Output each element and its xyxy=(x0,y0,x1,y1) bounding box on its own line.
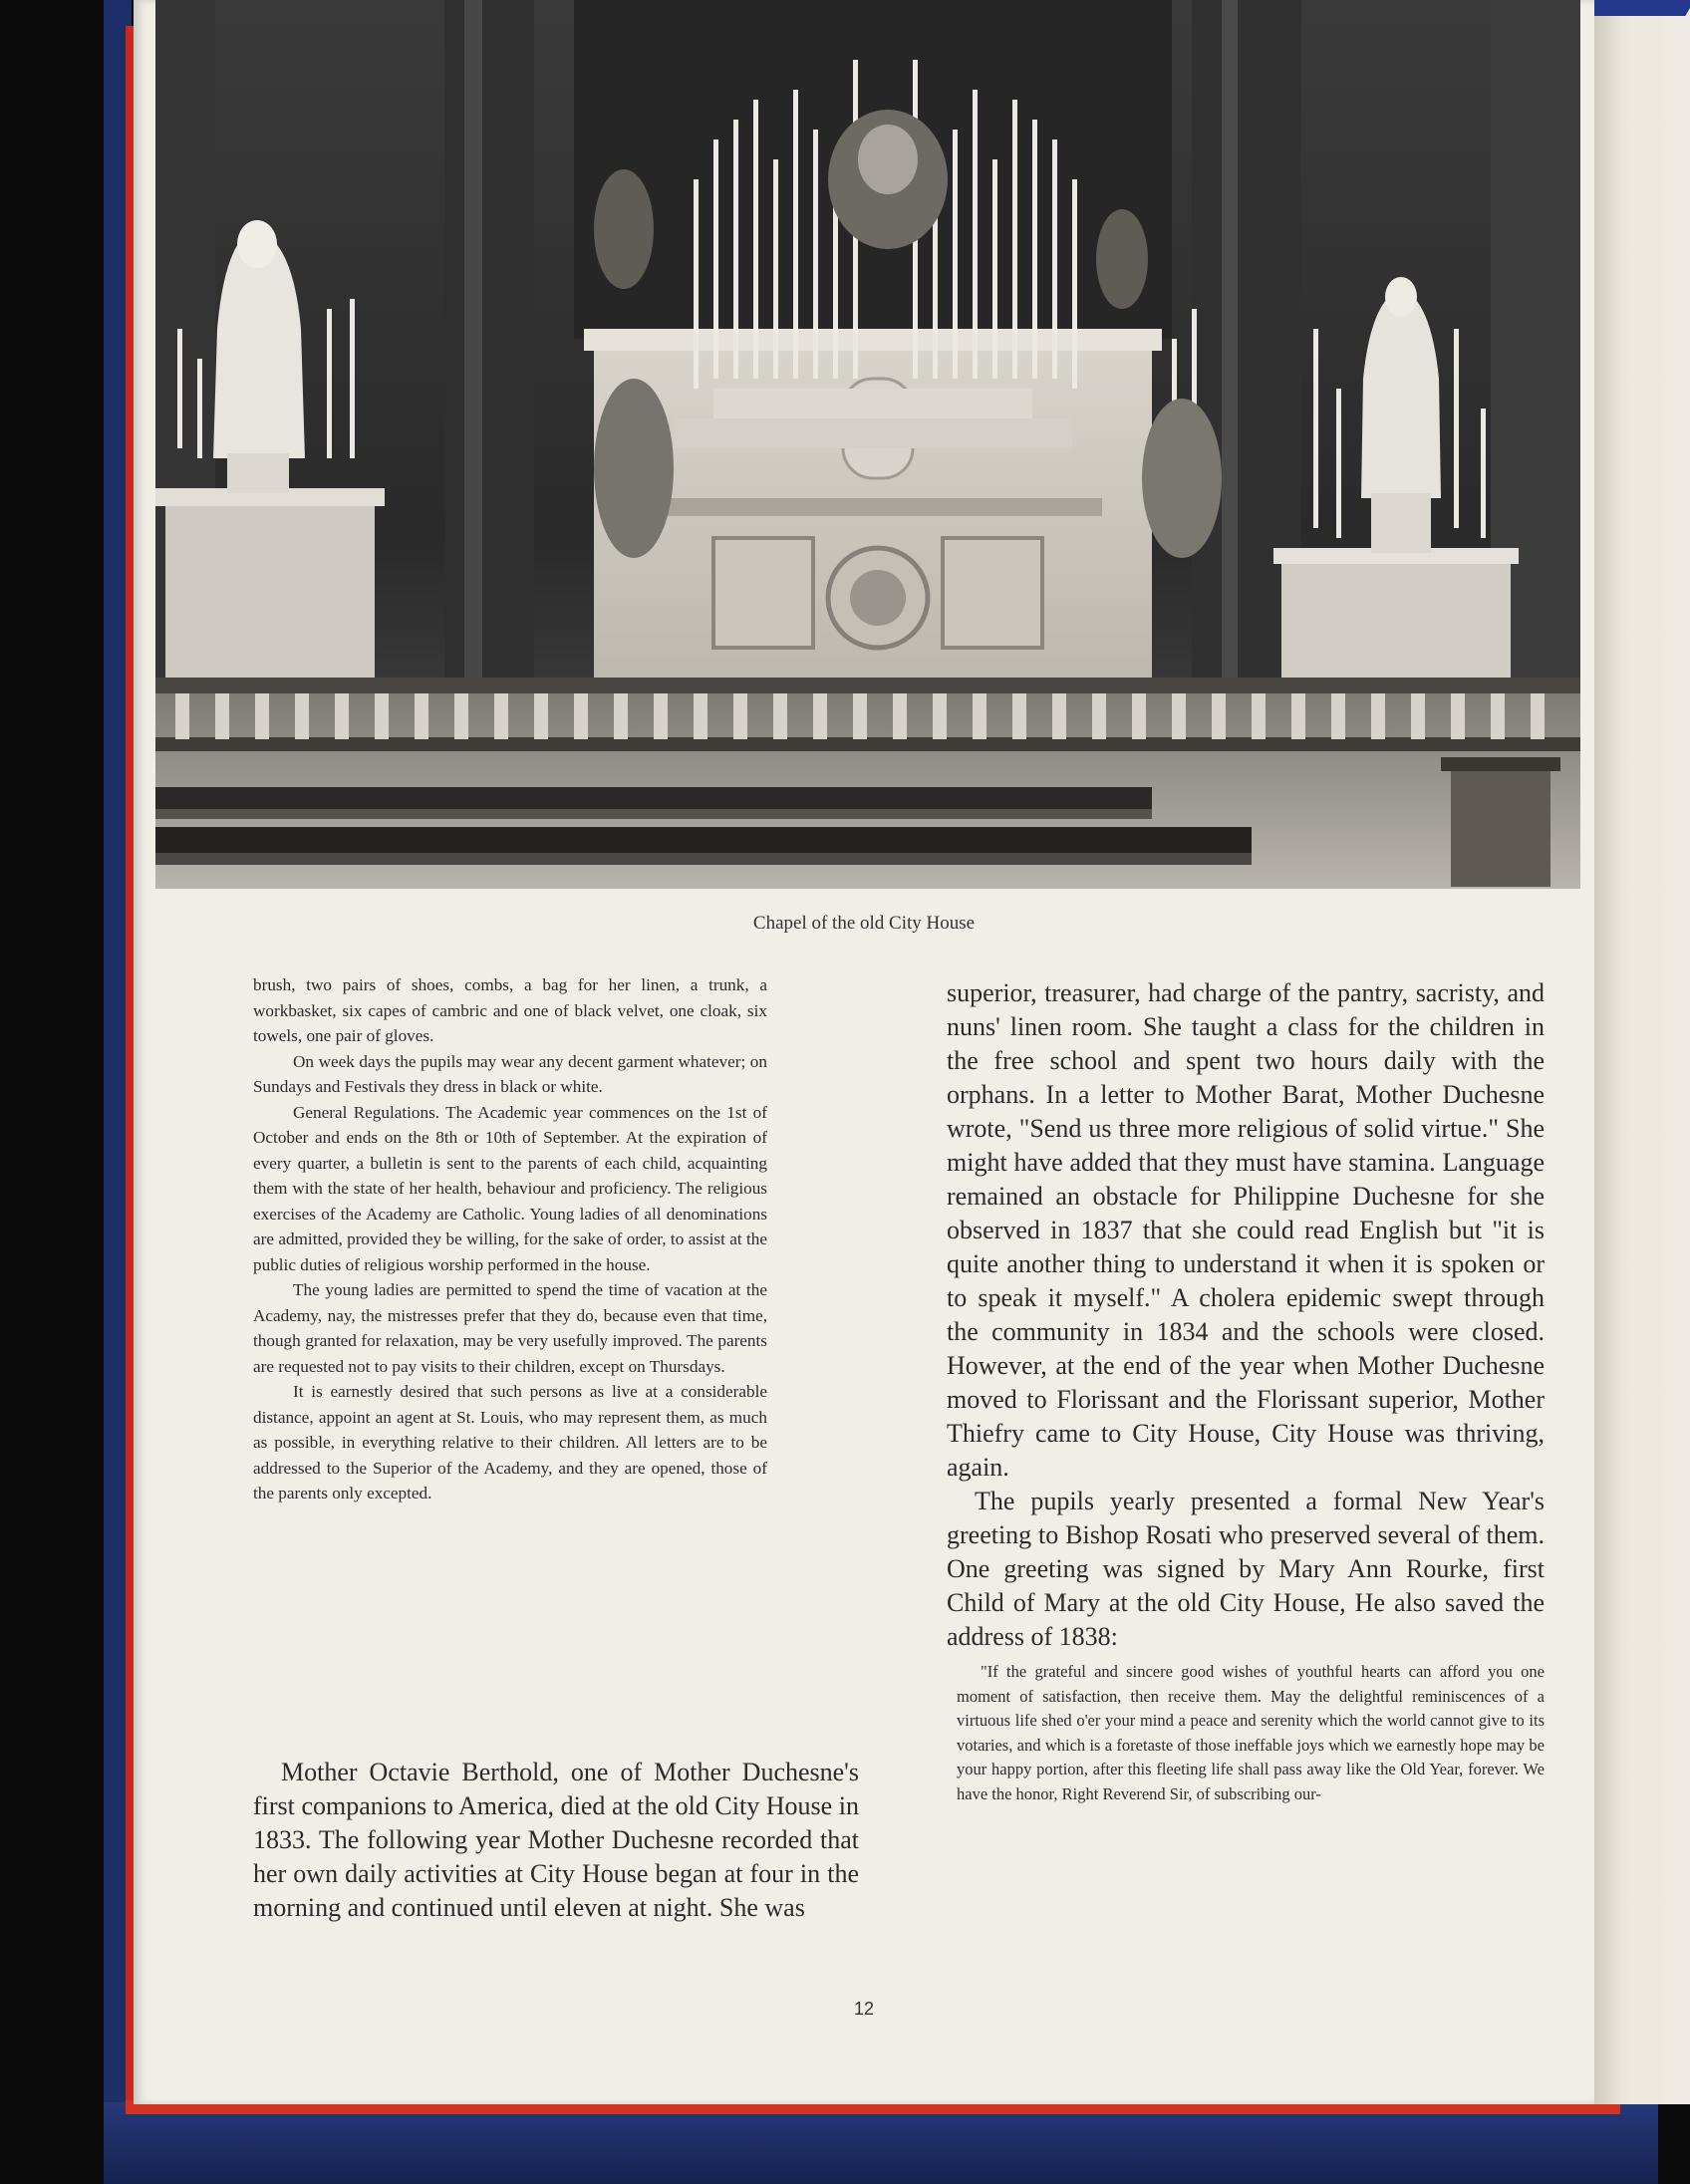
paragraph: It is earnestly desired that such persons as live at a considerable distance, appoint an agent at St. Louis, who may represent them, as much as possible, in everything relative to their children. All letters are to be addressed to the Superior of the Academy, and they are opened, those of the parents only excepted. xyxy=(253,1382,767,1502)
paragraph: On week days the pupils may wear any decent garment whatever; on Sundays and Festivals they dress in black or white. xyxy=(253,1051,767,1096)
right-column xyxy=(947,976,1545,1806)
chapel-photograph xyxy=(155,0,1580,889)
book-cover-bottom xyxy=(104,2102,1658,2184)
paragraph: General Regulations. The Academic year commences on the 1st of October and ends on the 8th or 10th of September. At the expiration of every quarter, a bulletin is sent to the parents of each child, acquainting them with the state of her health, behaviour and proficiency. The religious exercises of the Academy are Catholic. Young ladies of all denominations are admitted, provided they be willing, for the sake of order, to assist at the public duties of religious worship performed in the house. xyxy=(253,1102,767,1274)
paragraph: The young ladies are permitted to spend the time of vacation at the Academy, nay, the mistresses prefer that they do, because even that time, though granted for relaxation, may be very usefully improved. The parents are requested not to pay visits to their children, except on Thursdays. xyxy=(253,1280,767,1376)
left-column-large-text xyxy=(253,1756,859,1925)
paragraph: The pupils yearly presented a formal New Year's greeting to Bishop Rosati who preserved several of them. One greeting was signed by Mary Ann Rourke, first Child of Mary at the old City House, He also saved the address of 1838: xyxy=(947,1487,1545,1651)
paragraph: brush, two pairs of shoes, combs, a bag for her linen, a trunk, a workbasket, six capes of cambric and one of black velvet, one cloak, six towels, one pair of gloves. xyxy=(253,975,767,1045)
left-column-small-text xyxy=(253,972,767,1506)
address-quote: "If the grateful and sincere good wishes of youthful hearts can afford you one moment of satisfaction, then receive them. May the delightful reminiscences of a virtuous life shed o'er your mind a peace and serenity which the world cannot give to its votaries, and which is a foretaste of those ineffable joys which we earnestly hope may be your happy portion, after this fleeting life shall pass away like the Old Year, forever. We have the honor, Right Reverend Sir, of subscribing our- xyxy=(957,1662,1545,1803)
photo-caption: Chapel of the old City House xyxy=(752,913,976,934)
book-page xyxy=(134,0,1594,2104)
adjacent-page-edge xyxy=(1594,0,1690,2104)
page-number: 12 xyxy=(853,1999,875,2019)
paragraph: Mother Octavie Berthold, one of Mother Duchesne's first companions to America, died at the old City House in 1833. The following year Mother Duchesne recorded that her own daily activities at City House began at four in the morning and continued until eleven at night. She was xyxy=(253,1758,859,1922)
paragraph: superior, treasurer, had charge of the pantry, sacristy, and nuns' linen room. She taught a class for the children in the free school and spent two hours daily with the orphans. In a letter to Mother Barat, Mother Duchesne wrote, "Send us three more religious of solid virtue." She might have added that they must have stamina. Language remained an obstacle for Philippine Duchesne for she observed in 1837 that she could read English but "it is quite another thing to understand it when it is spoken or to speak it myself." A cholera epidemic swept through the community in 1834 and the schools were closed. However, at the end of the year when Mother Duchesne moved to Florissant and the Florissant superior, Mother Thiefry came to City House, City House was thriving, again. xyxy=(947,978,1545,1482)
